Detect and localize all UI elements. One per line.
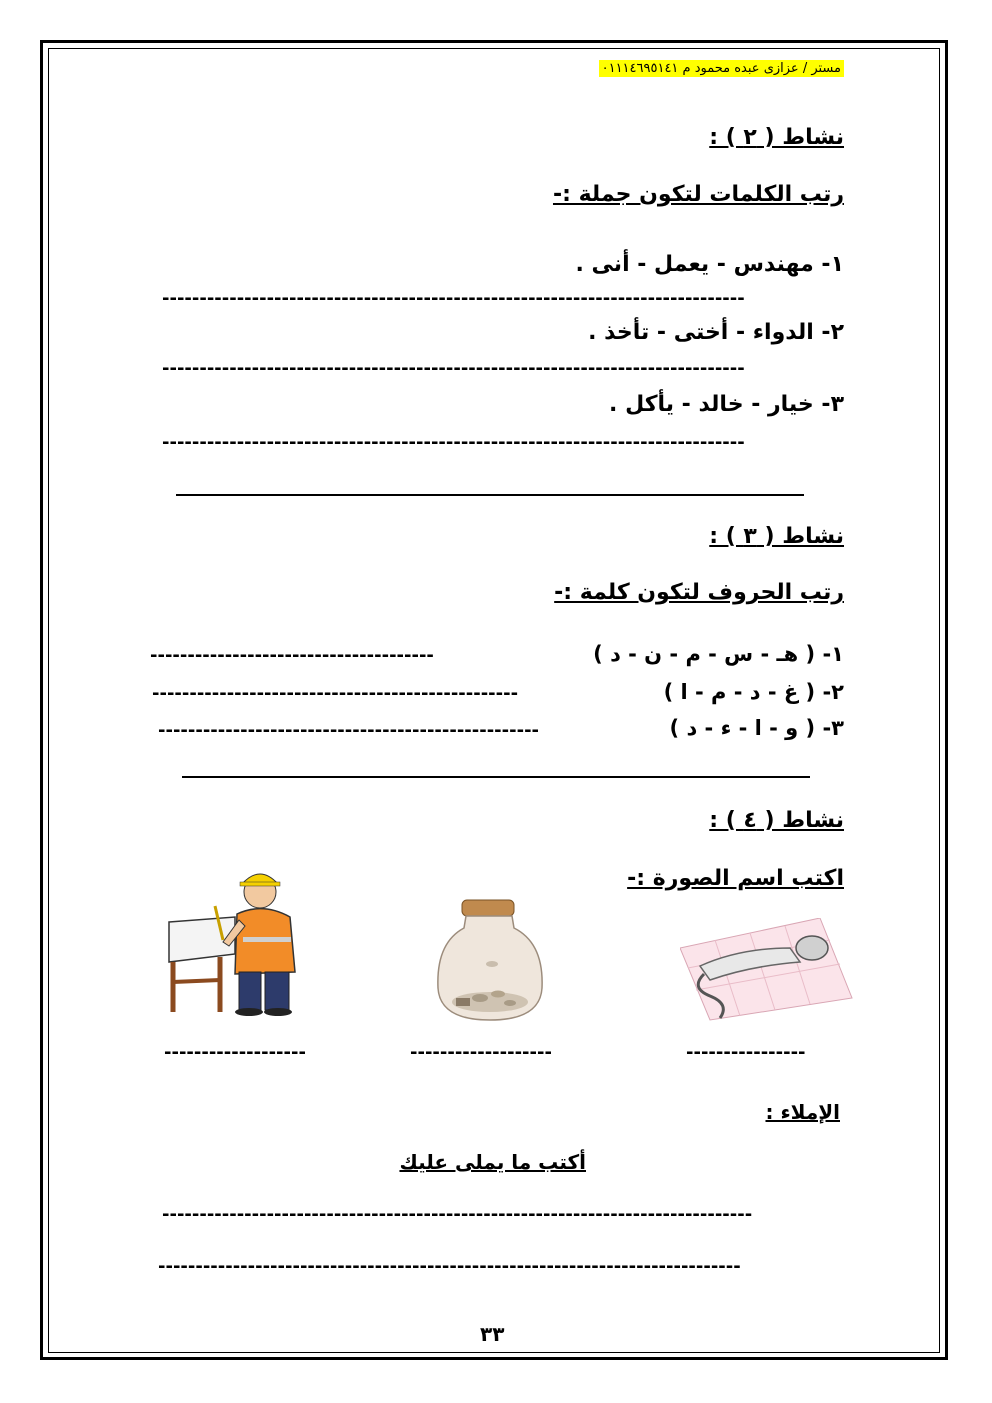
- page-number: ٣٣: [480, 1322, 505, 1346]
- hair-dryer-icon: [680, 918, 855, 1023]
- activity3-item-3: ٣- ( و - ا - ء - د ): [669, 716, 844, 740]
- section-divider: [176, 494, 804, 496]
- activity3-item-1: ١- ( هـ - س - م - ن - د ): [593, 642, 844, 666]
- answer-line[interactable]: ------------------------------------------------------------------------------: [162, 432, 745, 453]
- activity4-title: نشاط ( ٤ ) :: [709, 808, 844, 833]
- activity2-item-2: ٢- الدواء - أختى - تأخذ .: [588, 320, 844, 345]
- section-divider: [182, 776, 810, 778]
- activity3-instruction: رتب الحروف لتكون كلمة :-: [554, 580, 844, 605]
- activity3-title: نشاط ( ٣ ) :: [709, 524, 844, 549]
- answer-line[interactable]: -------------------------------------------------------------------------------: [162, 1204, 753, 1225]
- answer-line[interactable]: --------------------------------------: [150, 645, 434, 666]
- answer-line[interactable]: ----------------: [686, 1042, 806, 1063]
- activity2-item-3: ٣- خيار - خالد - يأكل .: [609, 392, 844, 417]
- coin-jar-icon: [432, 898, 550, 1023]
- dictation-title: الإملاء :: [765, 1100, 840, 1124]
- activity2-instruction: رتب الكلمات لتكون جملة :-: [552, 182, 844, 207]
- answer-line[interactable]: -------------------: [410, 1042, 552, 1063]
- answer-line[interactable]: ------------------------------------------------------------------------------: [158, 1256, 741, 1277]
- activity2-item-1: ١- مهندس - يعمل - أنى .: [575, 252, 844, 277]
- dictation-instruction: أكتب ما يملى عليك: [399, 1150, 586, 1174]
- answer-line[interactable]: ------------------------------------------------------------------------------: [162, 288, 745, 309]
- answer-line[interactable]: -------------------------------------------------: [152, 683, 519, 704]
- activity3-item-2: ٢- ( غ - د - م - ا ): [663, 680, 844, 704]
- engineer-icon: [165, 862, 315, 1017]
- activity2-title: نشاط ( ٢ ) :: [709, 125, 844, 150]
- answer-line[interactable]: -------------------: [164, 1042, 306, 1063]
- answer-line[interactable]: ------------------------------------------------------------------------------: [162, 358, 745, 379]
- teacher-header: مستر / عزازى عبده محمود م ٠١١١٤٦٩٥١٤١: [599, 60, 844, 77]
- answer-line[interactable]: ---------------------------------------------------: [158, 720, 540, 741]
- activity4-instruction: اكتب اسم الصورة :-: [627, 866, 844, 891]
